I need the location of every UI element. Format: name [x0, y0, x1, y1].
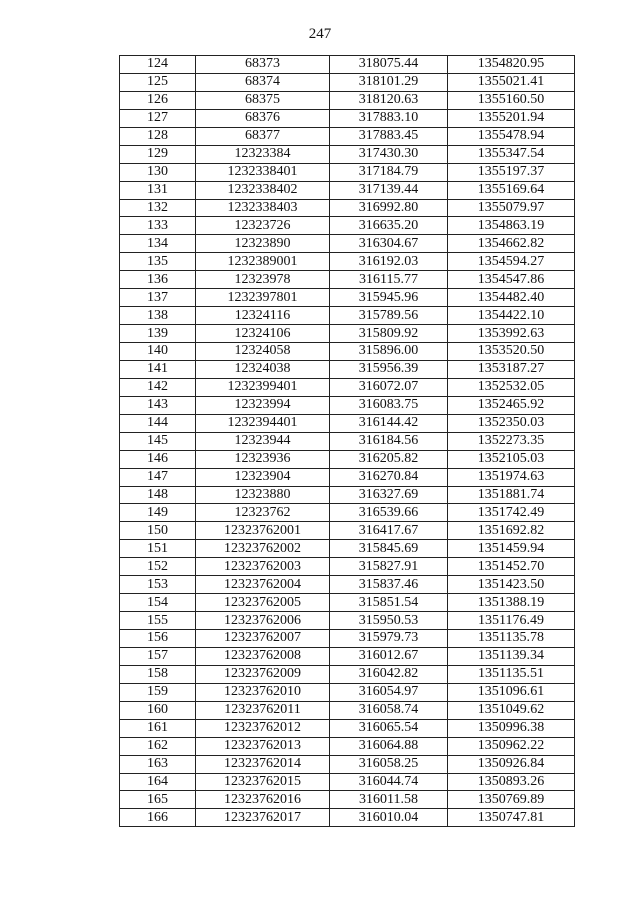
row-index-cell: 165 [120, 791, 196, 809]
row-index-cell: 140 [120, 343, 196, 361]
point-id-cell: 12323762004 [196, 576, 330, 594]
x-coordinate-cell: 315896.00 [330, 343, 448, 361]
row-index-cell: 132 [120, 199, 196, 217]
table-row [120, 594, 575, 612]
x-coordinate-cell: 318101.29 [330, 73, 448, 91]
y-coordinate-cell: 1355079.97 [448, 199, 575, 217]
y-coordinate-cell: 1352273.35 [448, 432, 575, 450]
point-id-cell: 12323978 [196, 271, 330, 289]
row-index-cell: 126 [120, 91, 196, 109]
x-coordinate-cell: 315950.53 [330, 612, 448, 630]
table-row [120, 612, 575, 630]
x-coordinate-cell: 316010.04 [330, 809, 448, 827]
row-index-cell: 146 [120, 450, 196, 468]
row-index-cell: 154 [120, 594, 196, 612]
point-id-cell: 1232399401 [196, 378, 330, 396]
page-number: 247 [308, 26, 332, 42]
table-row [120, 504, 575, 522]
table-row [120, 791, 575, 809]
row-index-cell: 134 [120, 235, 196, 253]
point-id-cell: 12323762016 [196, 791, 330, 809]
x-coordinate-cell: 316992.80 [330, 199, 448, 217]
x-coordinate-cell: 316072.07 [330, 378, 448, 396]
y-coordinate-cell: 1351135.78 [448, 630, 575, 648]
x-coordinate-cell: 315827.91 [330, 558, 448, 576]
point-id-cell: 12324106 [196, 325, 330, 343]
y-coordinate-cell: 1351692.82 [448, 522, 575, 540]
point-id-cell: 12323880 [196, 486, 330, 504]
table-row [120, 522, 575, 540]
y-coordinate-cell: 1351135.51 [448, 665, 575, 683]
x-coordinate-cell: 316327.69 [330, 486, 448, 504]
x-coordinate-cell: 316058.74 [330, 701, 448, 719]
point-id-cell: 12323762005 [196, 594, 330, 612]
x-coordinate-cell: 315851.54 [330, 594, 448, 612]
x-coordinate-cell: 315956.39 [330, 360, 448, 378]
row-index-cell: 153 [120, 576, 196, 594]
table-row [120, 360, 575, 378]
point-id-cell: 68375 [196, 91, 330, 109]
point-id-cell: 12323762008 [196, 647, 330, 665]
x-coordinate-cell: 317184.79 [330, 163, 448, 181]
point-id-cell: 12323762 [196, 504, 330, 522]
y-coordinate-cell: 1354594.27 [448, 253, 575, 271]
row-index-cell: 141 [120, 360, 196, 378]
x-coordinate-cell: 317139.44 [330, 181, 448, 199]
x-coordinate-cell: 316539.66 [330, 504, 448, 522]
point-id-cell: 12323762011 [196, 701, 330, 719]
x-coordinate-cell: 316011.58 [330, 791, 448, 809]
row-index-cell: 160 [120, 701, 196, 719]
row-index-cell: 135 [120, 253, 196, 271]
row-index-cell: 131 [120, 181, 196, 199]
y-coordinate-cell: 1355347.54 [448, 145, 575, 163]
x-coordinate-cell: 315979.73 [330, 630, 448, 648]
row-index-cell: 124 [120, 56, 196, 74]
row-index-cell: 139 [120, 325, 196, 343]
y-coordinate-cell: 1354547.86 [448, 271, 575, 289]
y-coordinate-cell: 1352465.92 [448, 396, 575, 414]
y-coordinate-cell: 1354863.19 [448, 217, 575, 235]
x-coordinate-cell: 316144.42 [330, 414, 448, 432]
y-coordinate-cell: 1350893.26 [448, 773, 575, 791]
table-row [120, 486, 575, 504]
row-index-cell: 151 [120, 540, 196, 558]
y-coordinate-cell: 1352105.03 [448, 450, 575, 468]
x-coordinate-cell: 316065.54 [330, 719, 448, 737]
y-coordinate-cell: 1351049.62 [448, 701, 575, 719]
row-index-cell: 136 [120, 271, 196, 289]
table-row [120, 199, 575, 217]
y-coordinate-cell: 1351176.49 [448, 612, 575, 630]
table-row [120, 647, 575, 665]
table-row [120, 432, 575, 450]
x-coordinate-cell: 317883.10 [330, 109, 448, 127]
table-row [120, 540, 575, 558]
point-id-cell: 1232389001 [196, 253, 330, 271]
table-row [120, 737, 575, 755]
x-coordinate-cell: 315789.56 [330, 307, 448, 325]
y-coordinate-cell: 1350926.84 [448, 755, 575, 773]
row-index-cell: 138 [120, 307, 196, 325]
y-coordinate-cell: 1354662.82 [448, 235, 575, 253]
point-id-cell: 12323936 [196, 450, 330, 468]
x-coordinate-cell: 316064.88 [330, 737, 448, 755]
point-id-cell: 1232394401 [196, 414, 330, 432]
point-id-cell: 12323762014 [196, 755, 330, 773]
point-id-cell: 68373 [196, 56, 330, 74]
row-index-cell: 162 [120, 737, 196, 755]
y-coordinate-cell: 1352532.05 [448, 378, 575, 396]
point-id-cell: 12323762010 [196, 683, 330, 701]
row-index-cell: 158 [120, 665, 196, 683]
x-coordinate-cell: 315845.69 [330, 540, 448, 558]
y-coordinate-cell: 1351459.94 [448, 540, 575, 558]
row-index-cell: 149 [120, 504, 196, 522]
table-row [120, 343, 575, 361]
x-coordinate-cell: 316304.67 [330, 235, 448, 253]
point-id-cell: 1232397801 [196, 289, 330, 307]
table-row [120, 325, 575, 343]
row-index-cell: 142 [120, 378, 196, 396]
x-coordinate-cell: 317883.45 [330, 127, 448, 145]
y-coordinate-cell: 1350996.38 [448, 719, 575, 737]
x-coordinate-cell: 316115.77 [330, 271, 448, 289]
y-coordinate-cell: 1354482.40 [448, 289, 575, 307]
point-id-cell: 1232338402 [196, 181, 330, 199]
row-index-cell: 127 [120, 109, 196, 127]
point-id-cell: 68376 [196, 109, 330, 127]
point-id-cell: 12323762009 [196, 665, 330, 683]
x-coordinate-cell: 315809.92 [330, 325, 448, 343]
row-index-cell: 147 [120, 468, 196, 486]
table-row [120, 109, 575, 127]
point-id-cell: 1232338401 [196, 163, 330, 181]
table-row [120, 73, 575, 91]
x-coordinate-cell: 316205.82 [330, 450, 448, 468]
x-coordinate-cell: 316058.25 [330, 755, 448, 773]
point-id-cell: 1232338403 [196, 199, 330, 217]
table-row [120, 163, 575, 181]
table-row [120, 289, 575, 307]
row-index-cell: 137 [120, 289, 196, 307]
x-coordinate-cell: 317430.30 [330, 145, 448, 163]
y-coordinate-cell: 1350769.89 [448, 791, 575, 809]
table-row [120, 450, 575, 468]
x-coordinate-cell: 316635.20 [330, 217, 448, 235]
point-id-cell: 12323726 [196, 217, 330, 235]
point-id-cell: 12324058 [196, 343, 330, 361]
table-row [120, 773, 575, 791]
row-index-cell: 161 [120, 719, 196, 737]
y-coordinate-cell: 1353187.27 [448, 360, 575, 378]
table-row [120, 235, 575, 253]
row-index-cell: 148 [120, 486, 196, 504]
table-row [120, 271, 575, 289]
point-id-cell: 12323762001 [196, 522, 330, 540]
coordinates-table [119, 55, 575, 827]
row-index-cell: 150 [120, 522, 196, 540]
y-coordinate-cell: 1351452.70 [448, 558, 575, 576]
y-coordinate-cell: 1352350.03 [448, 414, 575, 432]
point-id-cell: 12323762015 [196, 773, 330, 791]
x-coordinate-cell: 316054.97 [330, 683, 448, 701]
point-id-cell: 12323384 [196, 145, 330, 163]
x-coordinate-cell: 316184.56 [330, 432, 448, 450]
row-index-cell: 163 [120, 755, 196, 773]
point-id-cell: 68374 [196, 73, 330, 91]
row-index-cell: 164 [120, 773, 196, 791]
row-index-cell: 157 [120, 647, 196, 665]
y-coordinate-cell: 1355478.94 [448, 127, 575, 145]
x-coordinate-cell: 316012.67 [330, 647, 448, 665]
point-id-cell: 12323762003 [196, 558, 330, 576]
y-coordinate-cell: 1354422.10 [448, 307, 575, 325]
x-coordinate-cell: 316042.82 [330, 665, 448, 683]
point-id-cell: 68377 [196, 127, 330, 145]
y-coordinate-cell: 1351974.63 [448, 468, 575, 486]
row-index-cell: 156 [120, 630, 196, 648]
point-id-cell: 12324038 [196, 360, 330, 378]
y-coordinate-cell: 1355160.50 [448, 91, 575, 109]
table-row [120, 414, 575, 432]
row-index-cell: 155 [120, 612, 196, 630]
point-id-cell: 12323994 [196, 396, 330, 414]
row-index-cell: 152 [120, 558, 196, 576]
table-row [120, 253, 575, 271]
table-row [120, 719, 575, 737]
table-row [120, 755, 575, 773]
point-id-cell: 12323904 [196, 468, 330, 486]
y-coordinate-cell: 1355021.41 [448, 73, 575, 91]
table-row [120, 558, 575, 576]
table-row [120, 181, 575, 199]
row-index-cell: 145 [120, 432, 196, 450]
row-index-cell: 130 [120, 163, 196, 181]
x-coordinate-cell: 316044.74 [330, 773, 448, 791]
y-coordinate-cell: 1355201.94 [448, 109, 575, 127]
table-row [120, 468, 575, 486]
row-index-cell: 159 [120, 683, 196, 701]
table-row [120, 127, 575, 145]
table-row [120, 145, 575, 163]
table-row [120, 665, 575, 683]
x-coordinate-cell: 318075.44 [330, 56, 448, 74]
table-body [120, 56, 575, 827]
y-coordinate-cell: 1351096.61 [448, 683, 575, 701]
table-row [120, 56, 575, 74]
y-coordinate-cell: 1351423.50 [448, 576, 575, 594]
table-row [120, 396, 575, 414]
y-coordinate-cell: 1353992.63 [448, 325, 575, 343]
x-coordinate-cell: 315945.96 [330, 289, 448, 307]
row-index-cell: 125 [120, 73, 196, 91]
point-id-cell: 12324116 [196, 307, 330, 325]
point-id-cell: 12323762013 [196, 737, 330, 755]
y-coordinate-cell: 1351742.49 [448, 504, 575, 522]
row-index-cell: 144 [120, 414, 196, 432]
table-row [120, 683, 575, 701]
x-coordinate-cell: 316417.67 [330, 522, 448, 540]
y-coordinate-cell: 1351881.74 [448, 486, 575, 504]
point-id-cell: 12323762006 [196, 612, 330, 630]
row-index-cell: 128 [120, 127, 196, 145]
point-id-cell: 12323944 [196, 432, 330, 450]
y-coordinate-cell: 1350747.81 [448, 809, 575, 827]
x-coordinate-cell: 318120.63 [330, 91, 448, 109]
table-row [120, 91, 575, 109]
x-coordinate-cell: 316083.75 [330, 396, 448, 414]
y-coordinate-cell: 1350962.22 [448, 737, 575, 755]
row-index-cell: 133 [120, 217, 196, 235]
row-index-cell: 166 [120, 809, 196, 827]
y-coordinate-cell: 1354820.95 [448, 56, 575, 74]
x-coordinate-cell: 316192.03 [330, 253, 448, 271]
table-row [120, 701, 575, 719]
table-row [120, 809, 575, 827]
point-id-cell: 12323762002 [196, 540, 330, 558]
table-row [120, 378, 575, 396]
x-coordinate-cell: 316270.84 [330, 468, 448, 486]
table-row [120, 307, 575, 325]
table-row [120, 630, 575, 648]
row-index-cell: 143 [120, 396, 196, 414]
point-id-cell: 12323762007 [196, 630, 330, 648]
y-coordinate-cell: 1355169.64 [448, 181, 575, 199]
point-id-cell: 12323762012 [196, 719, 330, 737]
y-coordinate-cell: 1351388.19 [448, 594, 575, 612]
y-coordinate-cell: 1353520.50 [448, 343, 575, 361]
x-coordinate-cell: 315837.46 [330, 576, 448, 594]
table-row [120, 576, 575, 594]
row-index-cell: 129 [120, 145, 196, 163]
y-coordinate-cell: 1355197.37 [448, 163, 575, 181]
point-id-cell: 12323890 [196, 235, 330, 253]
table-row [120, 217, 575, 235]
y-coordinate-cell: 1351139.34 [448, 647, 575, 665]
point-id-cell: 12323762017 [196, 809, 330, 827]
